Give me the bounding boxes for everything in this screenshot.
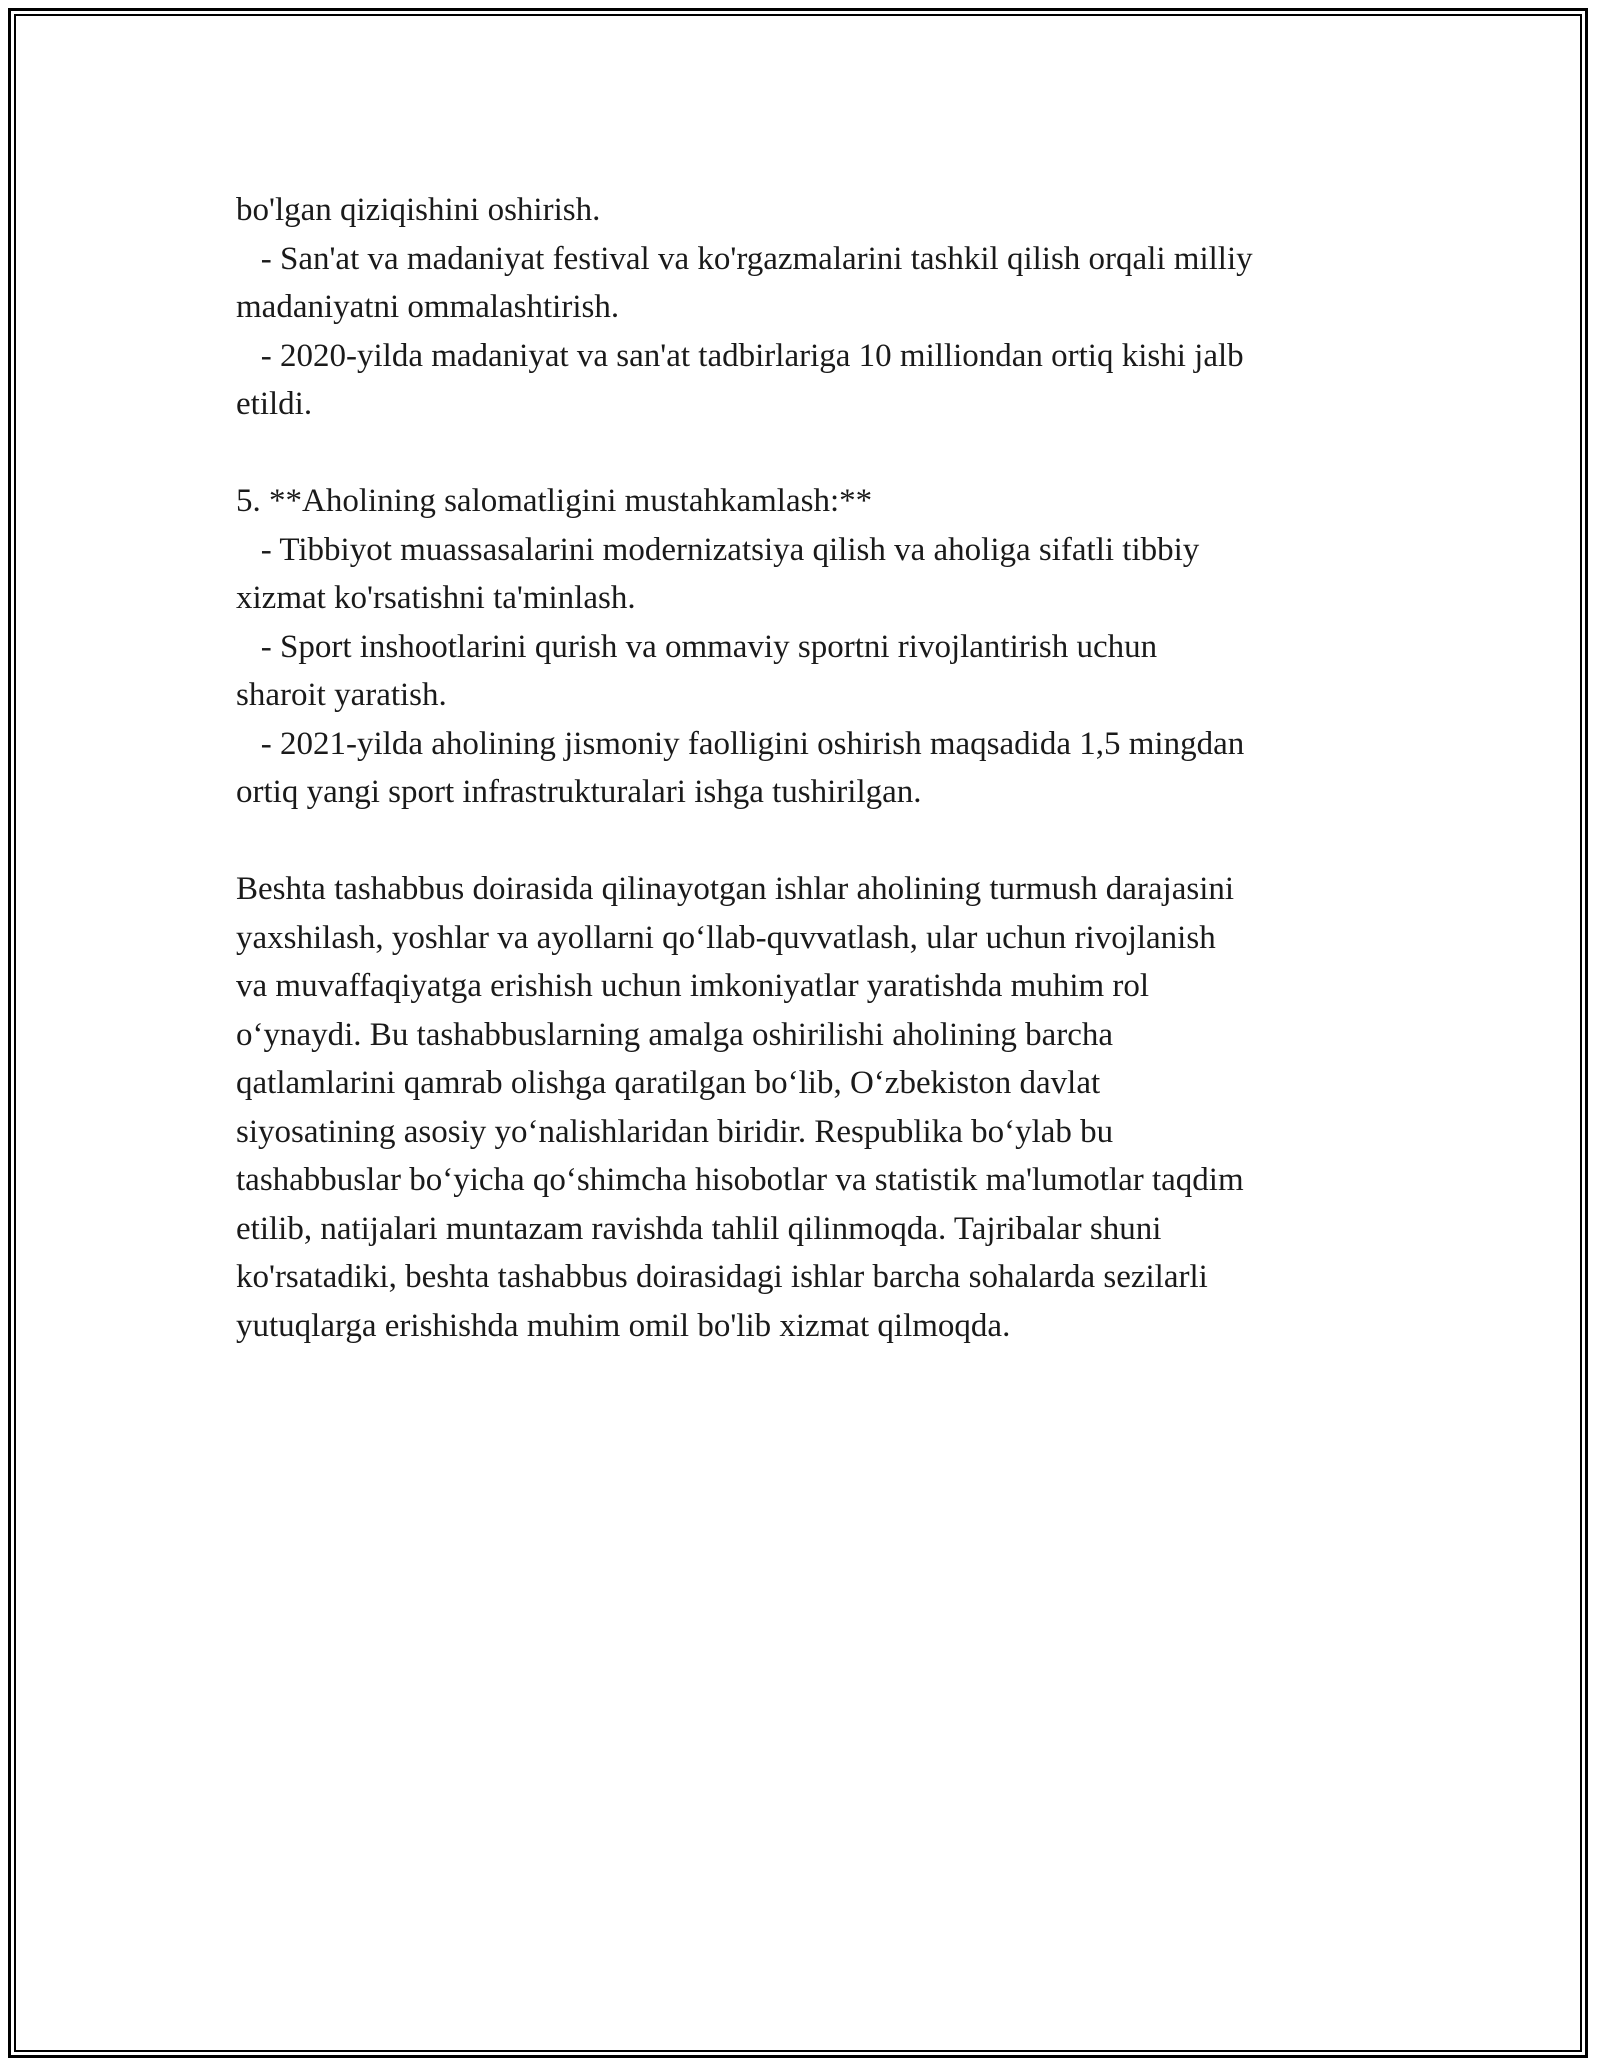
text-line: madaniyatni ommalashtirish.	[236, 289, 620, 325]
paragraph-spacer	[236, 817, 1386, 866]
section-heading: 5. **Aholining salomatligini mustahkamlash:**	[236, 483, 873, 519]
text-line: va muvaffaqiyatga erishish uchun imkoniyatlar yaratishda muhim rol	[236, 968, 1150, 1004]
document-body	[236, 186, 1386, 1350]
list-item-text: - Sport inshootlarini qurish va ommaviy sportni rivojlantirish uchun	[236, 628, 1158, 665]
text-line: o‘ynaydi. Bu tashabbuslarning amalga oshirilishi aholining barcha	[236, 1016, 1114, 1053]
conclusion-paragraph	[236, 865, 1386, 1350]
list-item-text: - San'at va madaniyat festival va ko'rgazmalarini tashkil qilish orqali milliy	[236, 240, 1253, 277]
text-line: tashabbuslar bo‘yicha qo‘shimcha hisobotlar va statistik ma'lumotlar taqdim	[236, 1162, 1244, 1198]
section-4-continuation	[236, 186, 1386, 429]
text-line: yaxshilash, yoshlar va ayollarni qo‘llab-quvvatlash, ular uchun rivojlanish	[236, 919, 1216, 956]
text-line: ko'rsatadiki, beshta tashabbus doirasidagi ishlar barcha sohalarda sezilarli	[236, 1259, 1208, 1295]
text-line: ortiq yangi sport infrastrukturalari ishga tushirilgan.	[236, 774, 922, 810]
text-line: Beshta tashabbus doirasida qilinayotgan ishlar aholining turmush darajasini	[236, 871, 1235, 907]
text-line: qatlamlarini qamrab olishga qaratilgan bo‘lib, O‘zbekiston davlat	[236, 1065, 1101, 1101]
list-item-text: - 2020-yilda madaniyat va san'at tadbirlariga 10 milliondan ortiq kishi jalb	[236, 337, 1244, 374]
list-item-text: - 2021-yilda aholining jismoniy faolligini oshirish maqsadida 1,5 mingdan	[236, 725, 1245, 762]
section-5	[236, 477, 1386, 817]
paragraph-spacer	[236, 429, 1386, 478]
text-line: xizmat ko'rsatishni ta'minlash.	[236, 580, 636, 616]
list-item-text: - Tibbiyot muassasalarini modernizatsiya qilish va aholiga sifatli tibbiy	[236, 531, 1200, 568]
text-line: bo'lgan qiziqishini oshirish.	[236, 192, 601, 228]
text-line: etildi.	[236, 386, 313, 422]
text-line: sharoit yaratish.	[236, 677, 447, 713]
text-line: etilib, natijalari muntazam ravishda tahlil qilinmoqda. Tajribalar shuni	[236, 1210, 1162, 1247]
text-line: yutuqlarga erishishda muhim omil bo'lib xizmat qilmoqda.	[236, 1307, 1011, 1344]
text-line: siyosatining asosiy yo‘nalishlaridan biridir. Respublika bo‘ylab bu	[236, 1113, 1114, 1150]
